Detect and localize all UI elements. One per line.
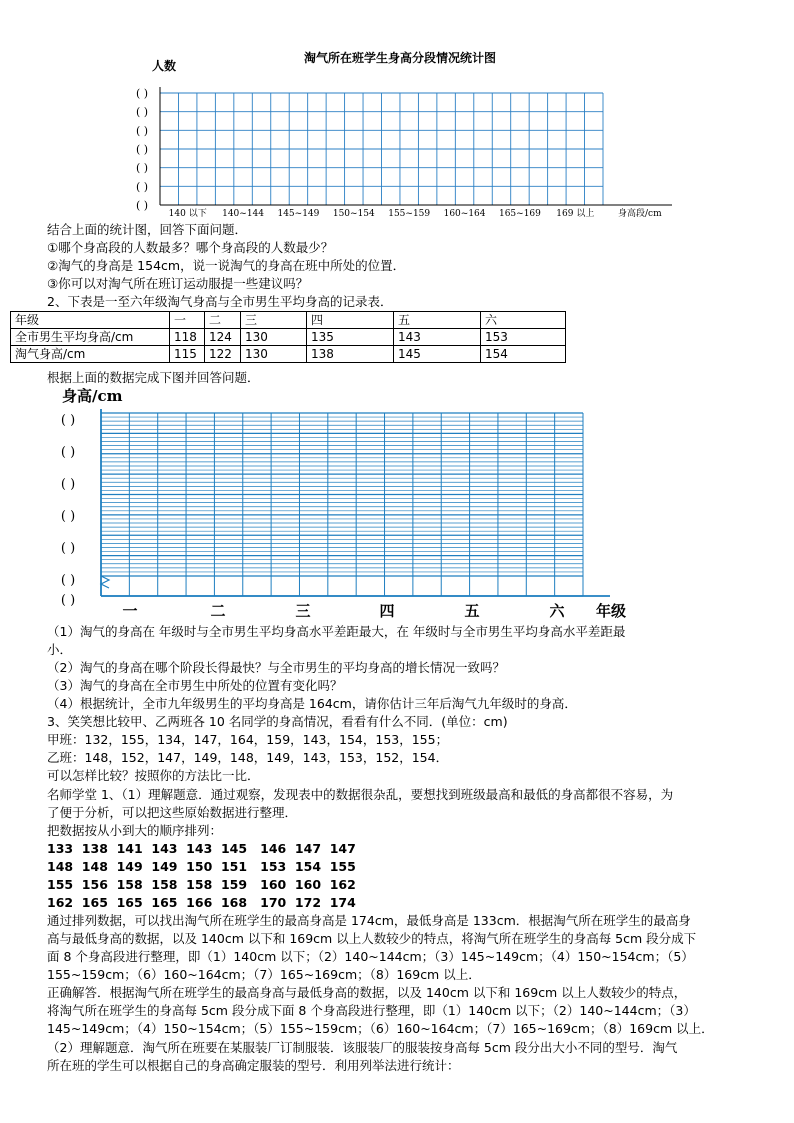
table-cell: 全市男生平均身高/cm [11,329,170,346]
table-header-cell: 二 [205,312,241,329]
chart2-ytick-label: ( ) [60,477,76,492]
chart1-xtick-label: 150~154 [332,209,375,219]
chart1-ytick-label: ( ) [135,124,149,138]
answer-para2-line4: 155~159cm；（6）160~164cm；（7）165~169cm；（8）169cm 以上． [47,967,481,982]
chart1-xtick-label: 155~159 [388,209,431,219]
answer-para1-line2: 了便于分析，可以把这些原始数据进行整理． [47,805,298,820]
height-growth-chart [40,386,660,622]
chart2-grid [101,409,610,596]
answer-para4-line1: （2）理解题意．淘气所在班要在某服装厂订制服装．该服装厂的服装按身高每 5cm 段分出大小不同的型号．淘气 [47,1040,678,1055]
table-cell: 118 [170,329,205,346]
q2-sub2: （2）淘气的身高在哪个阶段长得最快？与全市男生的平均身高的增长情况一致吗？ [47,660,505,675]
chart1-ytick-label: ( ) [135,161,149,175]
q2-sub1-line1: （1）淘气的身高在 年级时与全市男生平均身高水平差距最大，在 年级时与全市男生平均身高水平差距最 [47,624,626,639]
chart1-xtick-label: 165~169 [498,209,541,219]
sorted-data-row: 155 156 158 158 158 159 160 160 162 [47,877,356,892]
height-distribution-chart [120,48,680,223]
chart1-yticks [136,87,148,212]
table-cell: 138 [307,346,394,363]
chart2-xtick-label: 六 [549,602,565,620]
table-header-cell: 四 [307,312,394,329]
answer-para3-line2: 将淘气所在班学生的身高每 5cm 段分成下面 8 个身高段进行整理，即（1）140cm 以下；（2）140~144cm；（3） [47,1003,696,1018]
chart2-xtick-label: 一 [122,602,138,620]
sorted-data-row: 162 165 165 165 166 168 170 172 174 [47,895,356,910]
q2-sub1-line2: 小． [47,642,73,657]
q2-instruction: 根据上面的数据完成下图并回答问题． [47,370,260,385]
q3-question: 可以怎样比较？按照你的方法比一比． [47,768,260,783]
table-cell: 130 [241,346,307,363]
table-row [11,346,566,363]
table-cell: 124 [205,329,241,346]
table-cell: 153 [481,329,566,346]
chart2-ytick-label: ( ) [60,509,76,524]
chart2-yticks [61,413,75,608]
table-header-row [11,312,566,329]
q2-sub4: （4）根据统计，全市九年级男生的平均身高是 164cm，请你估计三年后淘气九年级时的身高． [47,696,577,711]
chart1-ylabel: 人数 [152,59,177,73]
chart1-ytick-label: ( ) [135,143,149,156]
q3-title: 3、笑笑想比较甲、乙两班各 10 名同学的身高情况，看看有什么不同．(单位：cm) [47,714,508,729]
chart2-ytick-label: ( ) [60,445,76,460]
answer-para2-line1: 通过排列数据，可以找出淘气所在班学生的最高身高是 174cm，最低身高是 133cm．根据淘气所在班学生的最高身 [47,913,691,928]
table-header-cell: 一 [170,312,205,329]
chart2-axis-break [101,576,109,588]
table-cell: 143 [394,329,481,346]
chart2-ytick-label: ( ) [60,541,76,556]
q3-class-yi: 乙班：148，152，147，149，148，149，143，153，152，154． [47,750,449,765]
chart1-ytick-label: ( ) [135,180,149,194]
chart1-xtick-label: 169 以上 [556,209,595,219]
chart1-grid [160,87,672,205]
chart2-xticks [122,602,565,620]
table-row [11,329,566,346]
table-cell: 135 [307,329,394,346]
q1-sub-b: ②淘气的身高是 154cm，说一说淘气的身高在班中所处的位置． [47,258,406,273]
chart1-title: 淘气所在班学生身高分段情况统计图 [303,51,497,65]
table-cell: 淘气身高/cm [11,346,170,363]
table-header-cell: 年级 [11,312,170,329]
chart1-xtick-label: 140~144 [222,209,265,219]
table-cell: 122 [205,346,241,363]
chart2-xtick-label: 五 [464,602,480,620]
q2-title: 2、下表是一至六年级淘气身高与全市男生平均身高的记录表． [47,294,393,309]
height-record-table [10,311,566,363]
chart2-xtick-label: 三 [295,602,311,620]
chart1-ytick-label: ( ) [135,105,149,119]
chart1-xtick-label: 140 以下 [168,209,207,219]
answer-para3-line3: 145~149cm；（4）150~154cm；（5）155~159cm；（6）160~164cm；（7）165~169cm；（8）169cm 以上． [47,1021,714,1036]
chart2-ytick-label: ( ) [60,413,76,428]
q1-intro: 结合上面的统计图，回答下面问题． [47,222,248,237]
chart2-ytick-label: ( ) [60,593,76,608]
answer-para2-line3: 面 8 个身高段进行整理，即（1）140cm 以下；（2）140~144cm；（3）145~149cm；（4）150~154cm；（5） [47,949,694,964]
answer-para2-line2: 高与最低身高的数据，以及 140cm 以下和 169cm 以上人数较少的特点，将淘气所在班学生的身高每 5cm 段分成下 [47,931,697,946]
chart2-ylabel: 身高/cm [62,387,123,405]
chart1-xlabel: 身高段/cm [618,209,662,219]
table-header-cell: 三 [241,312,307,329]
q2-sub3: （3）淘气的身高在全市男生中所处的位置有变化吗？ [47,678,343,693]
table-cell: 145 [394,346,481,363]
table-cell: 130 [241,329,307,346]
chart2-ytick-label: ( ) [60,573,76,588]
answer-para1-line1: 名师学堂 1、（1）理解题意．通过观察，发现表中的数据很杂乱，要想找到班级最高和最低的身高都很不容易，为 [47,787,674,802]
chart1-xtick-label: 145~149 [277,209,320,219]
q1-sub-c: ③你可以对淘气所在班订运动服提一些建议吗？ [47,276,309,291]
chart1-xtick-label: 160~164 [443,209,486,219]
chart2-xtick-label: 四 [379,602,395,620]
chart1-xticks [169,207,595,219]
table-header-cell: 六 [481,312,566,329]
answer-para3-line1: 正确解答．根据淘气所在班学生的最高身高与最低身高的数据，以及 140cm 以下和 169cm 以上人数较少的特点， [47,985,687,1000]
chart1-ytick-label: ( ) [135,199,149,212]
table-cell: 115 [170,346,205,363]
q1-sub-a: ①哪个身高段的人数最多？哪个身高段的人数最少？ [47,240,334,255]
table-cell: 154 [481,346,566,363]
sorted-data-row: 148 148 149 149 150 151 153 154 155 [47,859,356,874]
q3-class-jia: 甲班：132，155，134，147，164，159，143，154，153，155； [47,732,449,747]
answer-para4-line2: 所在班的学生可以根据自己的身高确定服装的型号．利用列举法进行统计： [47,1058,460,1073]
answer-para1-line3: 把数据按从小到大的顺序排列： [47,823,223,838]
chart2-xlabel: 年级 [596,602,627,620]
chart2-xtick-label: 二 [210,602,226,620]
table-header-cell: 五 [394,312,481,329]
chart1-ytick-label: ( ) [135,87,149,100]
sorted-data-row: 133 138 141 143 143 145 146 147 147 [47,841,356,856]
